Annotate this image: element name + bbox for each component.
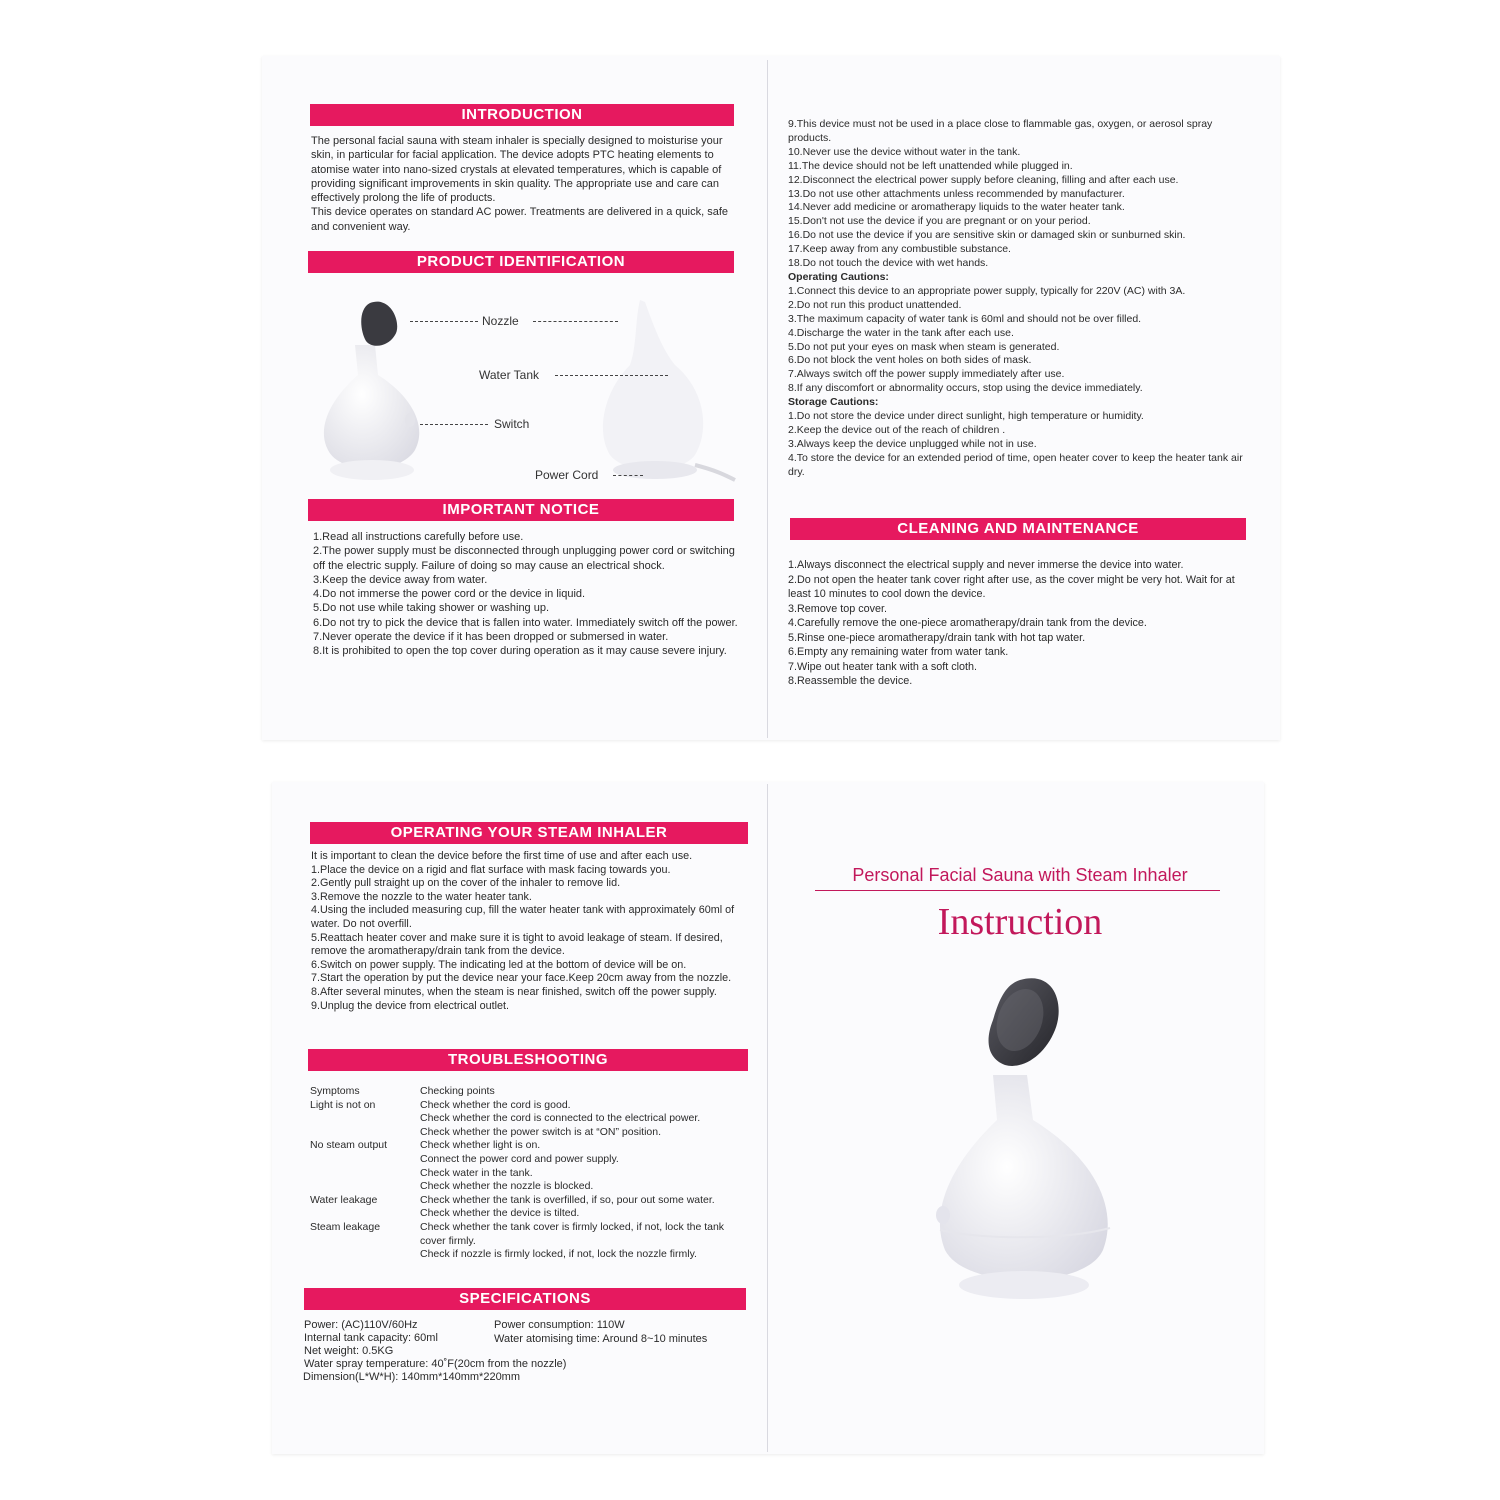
checking-point-cell: Check water in the tank. [420,1166,533,1179]
list-item: 13.Do not use other attachments unless recommended by manufacturer. [788,187,1125,200]
list-item: 3.Remove top cover. [788,602,888,615]
list-item: 16.Do not use the device if you are sensitive skin or damaged skin or sunburned skin. [788,229,1186,242]
checking-point-cell: Connect the power cord and power supply. [420,1152,619,1165]
cover-subtitle: Personal Facial Sauna with Steam Inhaler [852,865,1188,885]
spec-power-consumption: Power consumption: 110W [494,1319,625,1331]
table-row [310,1221,750,1248]
operating-intro: It is important to clean the device before the first time of use and after each use. [311,850,693,862]
list-item: 8.After several minutes, when the steam is near finished, switch off the power supply. [311,985,717,998]
introduction-paragraph: The personal facial sauna with steam inhaler is specially designed to moisturise your skin, in particular for facial application. The device adopts PTC heating elements to atomise water into nano-sized crystals at elevated temperatures, which is capable of providing significant improvements in skin quality. The appropriate use and care can effectively prolong the life of products. [311,135,723,205]
fold-line-bottom [767,784,768,1452]
list-item: 5.Reattach heater cover and make sure it is tight to avoid leakage of steam. If desired, remove the aromatherapy/drain tank from the device. [311,931,723,958]
symptom-cell [310,1180,420,1194]
switch-label: Switch [494,417,530,431]
list-item: 7.Never operate the device if it has been dropped or submersed in water. [313,631,669,644]
list-item: 4.Carefully remove the one-piece aromatherapy/drain tank from the device. [788,617,1147,629]
symptom-cell: No steam output [310,1139,388,1152]
spec-dimension: Dimension(L*W*H): 140mm*140mm*220mm [303,1371,521,1383]
spec-tank-capacity: Internal tank capacity: 60ml [304,1332,438,1344]
checking-point-cell: Check whether the device is tilted. [420,1207,580,1220]
list-item: 1.Read all instructions carefully before use. [313,531,524,543]
introduction-paragraph: This device operates on standard AC power. Treatments are delivered in a quick, safe and convenient way. [311,206,729,233]
table-row [310,1167,750,1181]
list-item: 1.Connect this device to an appropriate power supply, typically for 220V (AC) with 3A. [788,284,1186,297]
checking-point-cell: Check whether the cord is connected to the electrical power. [420,1112,701,1125]
introduction-text [311,134,735,234]
introduction-heading: INTRODUCTION [310,104,734,126]
operating-cautions-title: Operating Cautions: [788,270,889,283]
list-item: 8.Reassemble the device. [788,675,913,687]
symptom-cell: Water leakage [310,1193,378,1206]
cover-title: Instruction [937,901,1103,943]
list-item: 9.Unplug the device from electrical outlet. [311,999,510,1012]
checking-point-cell: Check whether the tank cover is firmly locked, if not, lock the tank cover firmly. [420,1220,725,1247]
list-item: 1.Always disconnect the electrical supply and never immerse the device into water. [788,559,1184,571]
list-item: 2.Gently pull straight up on the cover of the inhaler to remove lid. [311,877,621,890]
operating-heading: OPERATING YOUR STEAM INHALER [310,822,748,844]
list-item: 10.Never use the device without water in the tank. [788,145,1021,158]
list-item: 3.Always keep the device unplugged while not in use. [788,437,1037,450]
symptom-cell: Steam leakage [310,1220,381,1233]
symptom-cell [310,1248,420,1262]
checking-point-cell: Check whether the cord is good. [420,1098,571,1111]
cleaning-maintenance-list [788,558,1253,689]
device-front-illustration [300,285,440,495]
table-row [310,1126,750,1140]
list-item: 2.Keep the device out of the reach of children . [788,423,1006,436]
checking-point-cell: Check whether light is on. [420,1139,541,1152]
fold-line-top [767,60,768,738]
list-item: 7.Wipe out heater tank with a soft cloth. [788,660,978,673]
cover-device-illustration [905,970,1145,1350]
nozzle-label: Nozzle [482,314,519,328]
list-item: 9.This device must not be used in a place close to flammable gas, oxygen, or aerosol spray products. [788,118,1213,144]
spec-spray-temperature: Water spray temperature: 40˚F(20cm from the nozzle) [304,1358,567,1370]
symptom-cell [310,1153,420,1167]
list-item: 7.Start the operation by put the device near your face.Keep 20cm away from the nozzle. [311,972,732,985]
table-row [310,1194,750,1208]
important-notice-heading: IMPORTANT NOTICE [308,499,734,521]
symptom-cell [310,1112,420,1126]
list-item: 5.Rinse one-piece aromatherapy/drain tank with hot tap water. [788,631,1086,644]
list-item: 6.Do not block the vent holes on both sides of mask. [788,354,1032,367]
list-item: 5.Do not use while taking shower or washing up. [313,602,550,615]
table-row [310,1248,750,1262]
table-row [310,1180,750,1194]
troubleshooting-heading: TROUBLESHOOTING [308,1049,748,1071]
switch-leader-line [420,424,488,425]
nozzle-leader-line-right [533,321,618,322]
list-item: 6.Do not try to pick the device that is fallen into water. Immediately switch off the power. [313,616,738,629]
notice-continued-list [788,118,1253,480]
list-item: 15.Don't not use the device if you are pregnant or on your period. [788,215,1091,228]
symptom-cell [310,1207,420,1221]
list-item: 8.If any discomfort or abnormality occurs, stop using the device immediately. [788,382,1143,395]
checking-point-cell: Check whether the tank is overfilled, if so, pour out some water. [420,1193,715,1206]
list-item: 4.Using the included measuring cup, fill the water heater tank with approximately 60ml of water. Do not overfill. [311,904,735,930]
storage-cautions-title: Storage Cautions: [788,396,879,409]
table-row [310,1112,750,1126]
table-header-row [310,1085,750,1099]
list-item: 7.Always switch off the power supply immediately after use. [788,368,1065,381]
list-item: 2.Do not open the heater tank cover right after use, as the cover might be very hot. Wait for at least 10 minutes to cool down the device. [788,573,1235,600]
operating-list [311,850,751,1013]
important-notice-list [313,530,738,659]
device-side-illustration [585,290,745,490]
symptom-cell [310,1126,420,1140]
spec-power: Power: (AC)110V/60Hz [304,1319,418,1331]
checking-point-cell: Check whether the nozzle is blocked. [420,1180,594,1193]
list-item: 2.Do not run this product unattended. [788,298,962,311]
list-item: 11.The device should not be left unattended while plugged in. [788,159,1073,172]
nozzle-leader-line [410,321,478,322]
spec-atomising-time: Water atomising time: Around 8~10 minutes [494,1333,708,1345]
checking-point-cell: Check if nozzle is firmly locked, if not, lock the nozzle firmly. [420,1248,697,1261]
list-item: 2.The power supply must be disconnected through unplugging power cord or switching off the electric supply. Failure of doing so may cause an electrical shock. [313,545,735,572]
list-item: 4.To store the device for an extended period of time, open heater cover to keep the heater tank air dry. [788,451,1243,478]
list-item: 3.The maximum capacity of water tank is 60ml and should not be over filled. [788,312,1142,325]
checking-point-cell: Check whether the power switch is at “ON” position. [420,1125,662,1138]
specifications-heading: SPECIFICATIONS [304,1288,746,1310]
troubleshooting-table [310,1085,750,1262]
list-item: 14.Never add medicine or aromatherapy liquids to the water heater tank. [788,201,1125,214]
list-item: 6.Switch on power supply. The indicating led at the bottom of device will be on. [311,958,687,971]
power-cord-leader-line [613,475,643,476]
list-item: 1.Do not store the device under direct sunlight, high temperature or humidity. [788,410,1144,423]
symptoms-column-header: Symptoms [310,1085,360,1097]
symptom-cell: Light is not on [310,1098,376,1111]
list-item: 18.Do not touch the device with wet hands. [788,257,989,270]
symptom-cell [310,1167,420,1181]
cover-divider [815,890,1220,891]
power-cord-label: Power Cord [535,468,599,482]
list-item: 4.Do not immerse the power cord or the device in liquid. [313,588,586,601]
cleaning-maintenance-heading: CLEANING AND MAINTENANCE [790,518,1246,540]
product-identification-heading: PRODUCT IDENTIFICATION [308,251,734,273]
list-item: 4.Discharge the water in the tank after each use. [788,326,1014,339]
table-row [310,1099,750,1113]
table-row [310,1139,750,1153]
table-row [310,1153,750,1167]
checking-points-column-header: Checking points [420,1085,495,1097]
table-row [310,1207,750,1221]
list-item: 8.It is prohibited to open the top cover during operation as it may cause severe injury. [313,645,727,658]
list-item: 3.Remove the nozzle to the water heater tank. [311,890,532,903]
list-item: 6.Empty any remaining water from water tank. [788,646,1009,658]
spec-net-weight: Net weight: 0.5KG [304,1345,394,1357]
list-item: 5.Do not put your eyes on mask when steam is generated. [788,340,1060,353]
list-item: 3.Keep the device away from water. [313,573,488,586]
list-item: 1.Place the device on a rigid and flat surface with mask facing towards you. [311,863,671,876]
list-item: 17.Keep away from any combustible substance. [788,243,1011,256]
water-tank-leader-line [555,375,668,376]
water-tank-label: Water Tank [479,368,540,382]
list-item: 12.Disconnect the electrical power supply before cleaning, filling and after each use. [788,173,1179,186]
